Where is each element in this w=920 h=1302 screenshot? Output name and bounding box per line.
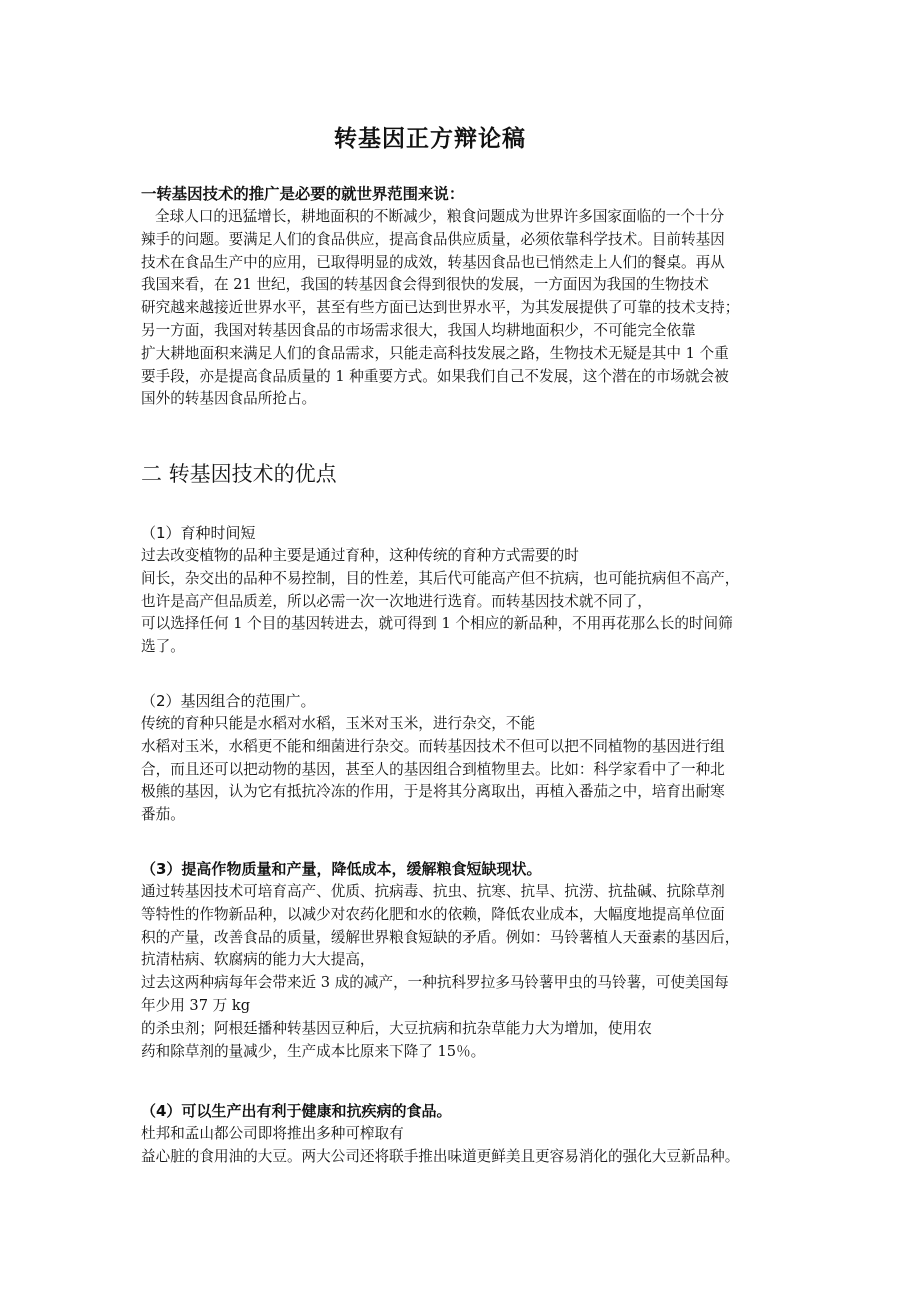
paragraph-line: 过去改变植物的品种主要是通过育种，这种传统的育种方式需要的时 [141, 547, 579, 564]
paragraph-line: 抗清枯病、软腐病的能力大大提高， [141, 951, 375, 969]
paragraph-line: 国外的转基因食品所抢占。 [141, 390, 317, 408]
paragraph-line: 辣手的问题。要满足人们的食品供应，提高食品供应质量，必须依靠科学技术。目前转基因 [141, 230, 725, 248]
section-2-heading: 二 转基因技术的优点 [141, 462, 337, 486]
paragraph-line: 间长，杂交出的品种不易控制，目的性差，其后代可能高产但不抗病，也可能抗病但不高产， [141, 569, 740, 587]
paragraph-line: 通过转基因技术可培育高产、优质、抗病毒、抗虫、抗寒、抗旱、抗涝、抗盐碱、抗除草剂 [141, 883, 725, 900]
paragraph-line: 研究越来越接近世界水平，甚至有些方面已达到世界水平，为其发展提供了可靠的技术支持； [141, 299, 740, 317]
paragraph-line: 要手段，亦是提高食品质量的 1 种重要方式。如果我们自己不发展，这个潜在的市场就会被 [141, 367, 729, 385]
point-4 [141, 1099, 791, 1169]
paragraph-line: 年少用 37 万 kg [141, 996, 251, 1014]
paragraph-line: 极熊的基因，认为它有抵抗冷冻的作用，于是将其分离取出，再植入番茄之中，培育出耐寒 [141, 783, 725, 801]
paragraph-line: 选了。 [141, 638, 185, 656]
point-title: （3）提高作物质量和产量，降低成本，缓解粮食短缺现状。 [141, 860, 542, 878]
paragraph-line: 合，而且还可以把动物的基因，甚至人的基因组合到植物里去。比如：科学家看中了一种北 [141, 760, 725, 778]
paragraph-line: 也许是高产但品质差，所以必需一次一次地进行选育。而转基因技术就不同了， [141, 592, 652, 610]
section-1-heading: 一转基因技术的推广是必要的就世界范围来说： [141, 185, 465, 203]
paragraph-line: 的杀虫剂；阿根廷播种转基因豆种后，大豆抗病和抗杂草能力大为增加，使用农 [141, 1019, 652, 1037]
paragraph-line: 全球人口的迅猛增长，耕地面积的不断减少，粮食问题成为世界许多国家面临的一个十分 [155, 208, 725, 225]
point-2 [141, 689, 791, 827]
point-title: （4）可以生产出有利于健康和抗疾病的食品。 [141, 1102, 452, 1120]
paragraph-line: 扩大耕地面积来满足人们的食品需求，只能走高科技发展之路，生物技术无疑是其中 1 个重 [141, 344, 729, 362]
section-2-heading-block [141, 458, 791, 488]
paragraph-line: 可以选择任何 1 个目的基因转进去，就可得到 1 个相应的新品种，不用再花那么长的时间筛 [141, 615, 733, 633]
paragraph-line: 过去这两种病每年会带来近 3 成的减产，一种抗科罗拉多马铃薯甲虫的马铃薯，可使美国每 [141, 974, 729, 992]
paragraph-line: 水稻对玉米，水稻更不能和细菌进行杂交。而转基因技术不但可以把不同植物的基因进行组 [141, 737, 725, 755]
paragraph-line: 番茄。 [141, 806, 185, 824]
point-title: （1）育种时间短 [141, 524, 256, 542]
paragraph-line: 积的产量，改善食品的质量，缓解世界粮食短缺的矛盾。例如：马铃薯植人天蚕素的基因后， [141, 928, 740, 946]
page-title: 转基因正方辩论稿 [334, 126, 526, 152]
paragraph-line: 杜邦和孟山都公司即将推出多种可榨取有 [141, 1125, 404, 1142]
paragraph-line: 传统的育种只能是水稻对水稻，玉米对玉米，进行杂交，不能 [141, 715, 536, 732]
point-3 [141, 857, 791, 1063]
section-1 [141, 182, 791, 411]
paragraph-line: 益心脏的食用油的大豆。两大公司还将联手推出味道更鲜美且更容易消化的强化大豆新品种。 [141, 1147, 740, 1165]
paragraph-line: 药和除草剂的量减少，生产成本比原来下降了 15％。 [141, 1042, 486, 1060]
point-1 [141, 521, 791, 659]
paragraph-line: 技术在食品生产中的应用，已取得明显的成效，转基因食品也已悄然走上人们的餐桌。再从 [141, 253, 725, 271]
paragraph-line: 我国来看，在 21 世纪，我国的转基因食会得到很快的发展，一方面因为我国的生物技术 [141, 276, 709, 294]
point-title: （2）基因组合的范围广。 [141, 692, 316, 710]
paragraph-line: 等特性的作物新品种，以减少对农药化肥和水的依赖，降低农业成本，大幅度地提高单位面 [141, 905, 725, 923]
paragraph-line: 另一方面，我国对转基因食品的市场需求很大，我国人均耕地面积少，不可能完全依靠 [141, 321, 696, 339]
